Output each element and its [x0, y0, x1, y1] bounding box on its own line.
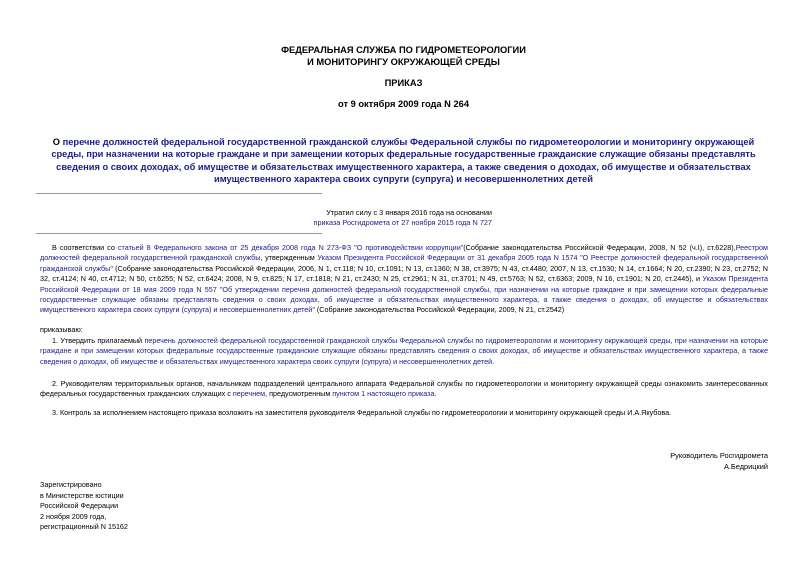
registration-line: 2 ноября 2009 года, [40, 512, 107, 521]
decree-557-link[interactable]: Указом Президента Российской Федерации от 18 мая 2009 года N 557 "Об утверждении перечня должностей федеральной государственной службы, при назначении на которые граждане и при замещении которых федеральные государственные служащие обязаны представлять сведения о своих доходах, об имуществе и обязательствах имущественного характера, а также сведения о доходах, об имуществе и обязательствах имущественного характера своих супруги (супруга) и несовершеннолетних детей" [40, 274, 769, 315]
order-item-3: 3. Контроль за исполнением настоящего приказа возложить на заместителя руководителя Федеральной службы по гидрометеорологии и мониторингу окружающей среды И.А.Якубова. [52, 408, 672, 417]
law-273-link[interactable]: статьей 8 Федерального закона от 25 декабря 2008 года N 273-ФЗ "О противодействии коррупции" [117, 243, 464, 252]
item2-text-1: 2. Руководителям территориальных органов, начальникам подразделений центрального аппарата Федеральной службы по гидрометеорологии и мониторингу окружающей среды ознакомить заинтересованных федеральных государственных гражданских служащих с [40, 379, 768, 399]
repeal-order-link[interactable]: приказа Росгидромета от 27 ноября 2015 года N 727 [313, 218, 492, 227]
item-1-link[interactable]: пунктом 1 настоящего приказа [332, 389, 435, 399]
item2-text-3: . [434, 389, 437, 399]
status-note-link-line [40, 218, 492, 228]
item2-text-2: , предусмотренным [265, 389, 333, 399]
signatory-position: Руководитель Росгидромета [670, 451, 768, 460]
registration-line: Зарегистрировано [40, 480, 102, 489]
preamble-text-3: , утвержденным [260, 253, 318, 263]
registration-line: Российской Федерации [40, 501, 119, 510]
preamble-text-5: (Собрание законодательства Российской Федерации, 2009, N 21, ст.2542) [314, 305, 565, 315]
divider-top [36, 193, 322, 194]
registration-line: регистрационный N 15162 [40, 522, 128, 531]
signatory-name: А.Бедрицкий [723, 462, 768, 471]
title-link[interactable]: перечне должностей федеральной государственной гражданской службы Федеральной службы по гидрометеорологии и мониторингу окружающей среды, при назначении на которые граждане и при замещении которых федеральные государственные гражданские служащие обязаны представлять сведения о своих доходах, об имуществе и обязательствах имущественного характера, а также сведения о доходах, об имуществе и обязательствах имущественного характера своих супруги (супруга) и несовершеннолетних детей [51, 137, 756, 185]
preamble-text-1: В соответствии со [52, 243, 118, 252]
status-note-text: Утратил силу с 3 января 2016 года на основании [326, 208, 492, 217]
order-item-1 [40, 336, 768, 367]
agency-name-line2: И МОНИТОРИНГУ ОКРУЖАЮЩЕЙ СРЕДЫ [307, 57, 500, 67]
order-item-2 [40, 379, 768, 400]
document-type: ПРИКАЗ [384, 78, 423, 88]
item1-text-1: 1. Утвердить прилагаемый [52, 336, 145, 345]
preamble-text-4: (Собрание законодательства Российской Федерации, 2006, N 1, ст.118; N 10, ст.1091; N 13, ст.1360; N 38, ст.3975; N 43, ст.4480; 2007, N 13, ст.1530; N 14, ст.1664; N 20, ст.2390; N 23, ст.2752; N 32, ст.4124; N 40, ст.4712; N 50, ст.6255; N 52, ст.6424; 2008, N 9, ст.825; N 17, ст.1818; N 21, ст.2430; N 25, ст.2961; N 31, ст.3701; N 49, ст.5763; N 52, ст.6363; 2009, N 16, ст.1901; N 20, ст.2445), и [40, 263, 768, 284]
decree-1574-link[interactable]: Указом Президента Российской Федерации от 31 декабря 2005 года N 1574 "О Реестре должностей федеральной государственной гражданской службы" [40, 253, 768, 273]
preamble-text-2: (Собрание законодательства Российской Федерации, 2008, N 52 (ч.I), ст.6228), [463, 243, 736, 252]
registry-link[interactable]: Реестром должностей федеральной государственной гражданской службы [40, 243, 768, 263]
divider-bottom [36, 233, 322, 234]
agency-name-line1: ФЕДЕРАЛЬНАЯ СЛУЖБА ПО ГИДРОМЕТЕОРОЛОГИИ [281, 45, 526, 55]
order-word: приказываю: [40, 325, 83, 334]
document-date: от 9 октября 2009 года N 264 [338, 99, 469, 109]
registration-line: в Министерстве юстиции [40, 491, 124, 500]
title-prefix: О [52, 137, 63, 147]
list-link[interactable]: перечнем [232, 389, 266, 399]
document-title [40, 136, 767, 186]
positions-list-link[interactable]: перечень должностей федеральной государственной гражданской службы Федеральной службы по гидрометеорологии и мониторингу окружающей среды, при назначении на которые граждане и при замещении которых федеральные государственные гражданские служащие обязаны представлять сведения о своих доходах, об имуществе и обязательствах имущественного характера, а также сведения о доходах, об имуществе и обязательствах имущественного характера своих супруги (супруга) и несовершеннолетних детей [40, 336, 768, 366]
preamble-paragraph [40, 243, 768, 316]
item1-text-2: . [492, 356, 495, 366]
